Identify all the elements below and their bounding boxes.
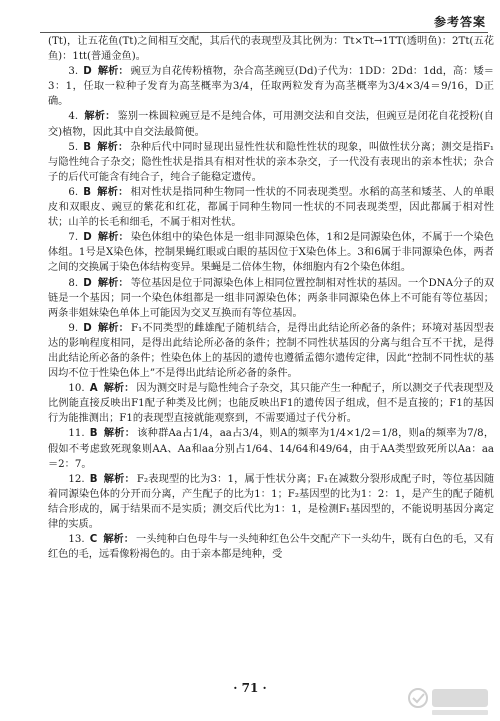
- paragraph-text: F₁不同类型的雌雄配子随机结合，是得出此结论所必备的条件；环境对基因型表达的影响程度相同，是得出此结论所必备的条件；控制不同性状基因的分离与组合互不干扰，是得出此结论所必备的条件；性染色体上的基因的遗传也遵循孟德尔遗传定律，因此“控制不同性状的基因均不位于性染色体上”不是得出此结论所必备的条件。: [48, 322, 494, 380]
- paragraph-text: 鉴别一株圆粒豌豆是不是纯合体，可用测交法和自交法，但豌豆是闭花自花授粉(自交)植物，因此其中自交法最简便。: [48, 111, 494, 138]
- page-number: · 71 ·: [233, 681, 267, 695]
- paragraph-text: F₂表现型的比为3：1，属于性状分离；F₁在减数分裂形成配子时，等位基因随着同源染色体的分开而分离，产生配子的比为1：1；F₂基因型的比为1：2：1，是产生的配子随机结合形成的，属于结果而不是实质；测交后代比为1：1，是检测F₁基因型的，不能说明基因分离定律的实质。: [48, 473, 495, 530]
- explanation-label: 解析：: [97, 186, 129, 198]
- answer-paragraph: [48, 426, 494, 471]
- paragraph-text: (Tt)，让五花鱼(Tt)之间相互交配，其后代的表现型及其比例为：Tt×Tt→1TT(透明鱼)：2Tt(五花鱼)：1tt(普通金鱼)。: [48, 36, 494, 63]
- answer-letter: D: [83, 277, 92, 289]
- watermark-logo: [406, 684, 496, 718]
- answer-letter: D: [83, 66, 92, 78]
- paragraph-text: 因为测交时是与隐性纯合子杂交，其只能产生一种配子，所以测交子代表现型及比例能直接反映出F1配子种类及比例；也能反映出F1的遗传因子组成，但不是直接的；F1的基因行为能推测出；F1的表现型直接就能观察到，不需要通过子代分析。: [48, 383, 494, 425]
- page-header: [40, 12, 488, 33]
- answer-paragraph: [48, 185, 494, 230]
- answer-content: [48, 34, 494, 562]
- answer-paragraph: [48, 230, 494, 275]
- explanation-label: 解析：: [97, 232, 129, 244]
- paragraph-text: 该种群Aa占1/4，aa占3/4，则A的频率为1/4×1/2＝1/8，则a的频率为7/8，假如不考虑致死现象则AA、Aa和aa分别占1/64、14/64和49/64，由于AA类型致死所以Aa：aa＝2：7。: [48, 428, 495, 470]
- explanation-label: 解析：: [103, 473, 135, 485]
- question-number: 11.: [68, 428, 85, 440]
- explanation-label: 解析：: [97, 141, 129, 153]
- question-number: 6.: [68, 186, 79, 198]
- explanation-label: 解析：: [103, 383, 135, 395]
- paragraph-text: 等位基因是位于同源染色体上相同位置控制相对性状的基因。一个DNA分子的双链是一个基因；同一个染色体组都是一组非同源染色体；两条非同源染色体上不可能有等位基因；两条非姐妹染色单体上可能因为交叉互换而有等位基因。: [48, 277, 495, 319]
- answer-paragraph: [48, 472, 494, 532]
- question-number: 7.: [68, 232, 79, 244]
- explanation-label: 解析：: [97, 322, 129, 334]
- explanation-label: 解析：: [103, 534, 135, 546]
- answer-letter: B: [89, 473, 98, 485]
- answer-paragraph: [48, 321, 494, 381]
- question-number: 10.: [68, 383, 85, 395]
- explanation-label: 解析：: [97, 277, 129, 289]
- answer-letter: D: [83, 322, 92, 334]
- paragraph-text: 染色体组中的染色体是一组非同源染色体，1和2是同源染色体，不属于一个染色体组。1号是X染色体，控制果蝇红眼或白眼的基因位于X染色体上。3和6属于非同源染色体，两者之间的交换属于染色体结构变异。果蝇是二倍体生物，体细胞内有2个染色体组。: [48, 232, 494, 274]
- answer-paragraph: [48, 276, 494, 321]
- paragraph-text: 杂种后代中同时显现出显性性状和隐性性状的现象，叫做性状分离；测交是指F₁与隐性纯合子杂交；隐性性状是指具有相对性状的亲本杂交，子一代没有表现出的亲本性状；杂合子的后代可能含有纯合子，纯合子能稳定遗传。: [48, 141, 494, 183]
- paragraph-text: 一头纯种白色母牛与一头纯种红色公牛交配产下一头幼牛，既有白色的毛，又有红色的毛，远看像粉褐色的。由于亲本都是纯种，受: [48, 534, 495, 561]
- answer-paragraph: [48, 532, 494, 562]
- question-number: 3.: [68, 66, 79, 78]
- question-number: 9.: [68, 322, 79, 334]
- answer-paragraph: [48, 64, 494, 109]
- paragraph-text: 相对性状是指同种生物同一性状的不同表现类型。水稻的高茎和矮茎、人的单眼皮和双眼皮、豌豆的紫花和红花，都属于同种生物同一性状的不同表现类型，因此都属于相对性状；山羊的长毛和细毛，不属于相对性状。: [48, 186, 495, 229]
- answer-letter: A: [89, 383, 98, 395]
- question-number: 12.: [68, 473, 85, 485]
- question-number: 5.: [68, 141, 79, 153]
- question-number: 8.: [68, 277, 79, 289]
- header-title: 参考答案: [433, 15, 486, 29]
- question-number: 4.: [68, 111, 79, 123]
- explanation-label: 解析：: [97, 66, 129, 78]
- answer-paragraph: [48, 381, 494, 426]
- answer-letter: B: [83, 186, 91, 198]
- answer-paragraph: [48, 34, 494, 64]
- answer-letter: B: [83, 141, 91, 153]
- question-number: 13.: [68, 534, 85, 546]
- answer-letter: B: [89, 428, 98, 440]
- explanation-label: 解析：: [84, 111, 116, 123]
- answer-paragraph: [48, 109, 494, 139]
- answer-letter: C: [89, 534, 98, 546]
- answer-paragraph: [48, 140, 494, 185]
- paragraph-text: 豌豆为自花传粉植物，杂合高茎豌豆(Dd)子代为：1DD：2Dd：1dd，高：矮＝3：1，任取一粒种子发育为高茎概率为3/4，任取两粒发育为高茎概率为3/4×3/4＝9/16，D正确。: [48, 66, 494, 108]
- answer-letter: D: [83, 232, 92, 244]
- explanation-label: 解析：: [103, 428, 136, 440]
